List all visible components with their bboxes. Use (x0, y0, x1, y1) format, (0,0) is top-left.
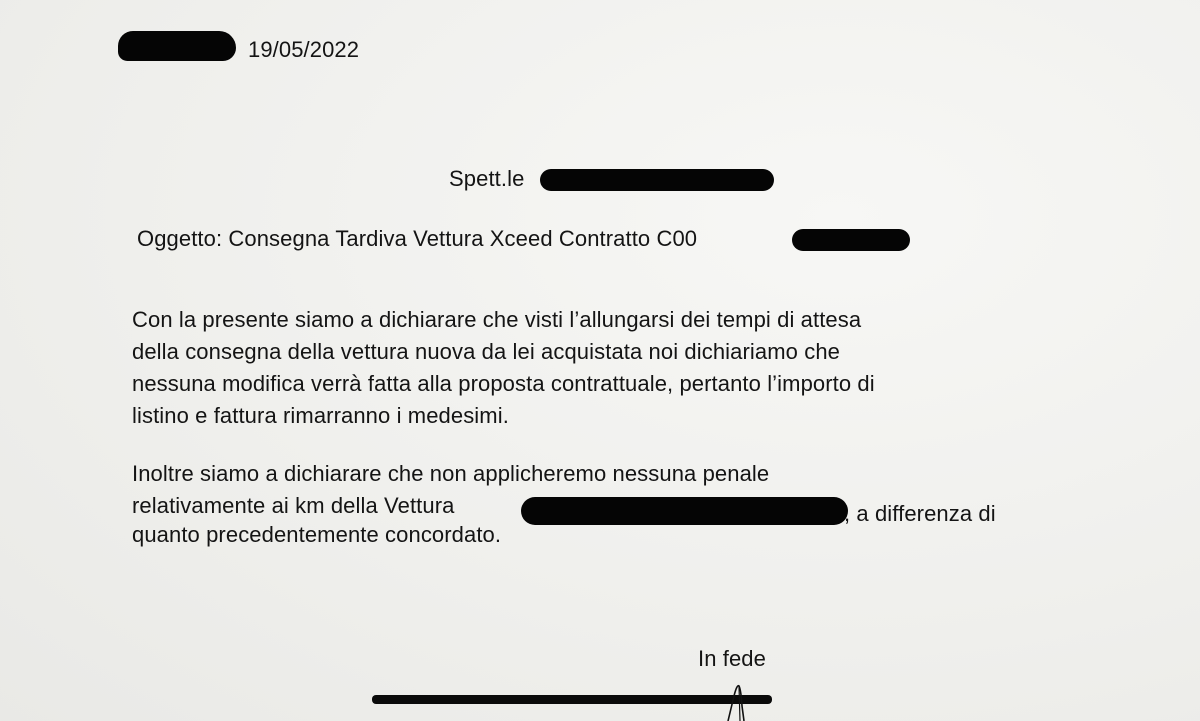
body-paragraph2-line2-start: relativamente ai km della Vettura (132, 493, 455, 518)
closing-text: In fede (698, 646, 766, 671)
redacted-addressee (540, 169, 774, 191)
addressee-label: Spett.le (449, 166, 525, 191)
body-paragraph1-line1: Con la presente siamo a dichiarare che visti l’allungarsi dei tempi di attesa (132, 307, 862, 332)
signature-mark (720, 676, 760, 721)
redacted-place (118, 31, 236, 61)
redacted-contract-number (792, 229, 910, 251)
body-paragraph1-line4: listino e fattura rimarranno i medesimi. (132, 403, 509, 428)
redacted-vehicle-plate (521, 497, 848, 525)
letter-date: 19/05/2022 (248, 37, 360, 62)
signature-line (372, 695, 772, 704)
body-paragraph2-line2-end: , a differenza di (844, 501, 996, 526)
subject-line: Oggetto: Consegna Tardiva Vettura Xceed Contratto C00 (137, 226, 698, 251)
body-paragraph1-line2: della consegna della vettura nuova da lei acquistata noi dichiariamo che (132, 339, 840, 364)
body-paragraph2-line1: Inoltre siamo a dichiarare che non applicheremo nessuna penale (132, 461, 770, 486)
body-paragraph2-line3: quanto precedentemente concordato. (132, 522, 502, 547)
body-paragraph1-line3: nessuna modifica verrà fatta alla proposta contrattuale, pertanto l’importo di (132, 371, 875, 396)
